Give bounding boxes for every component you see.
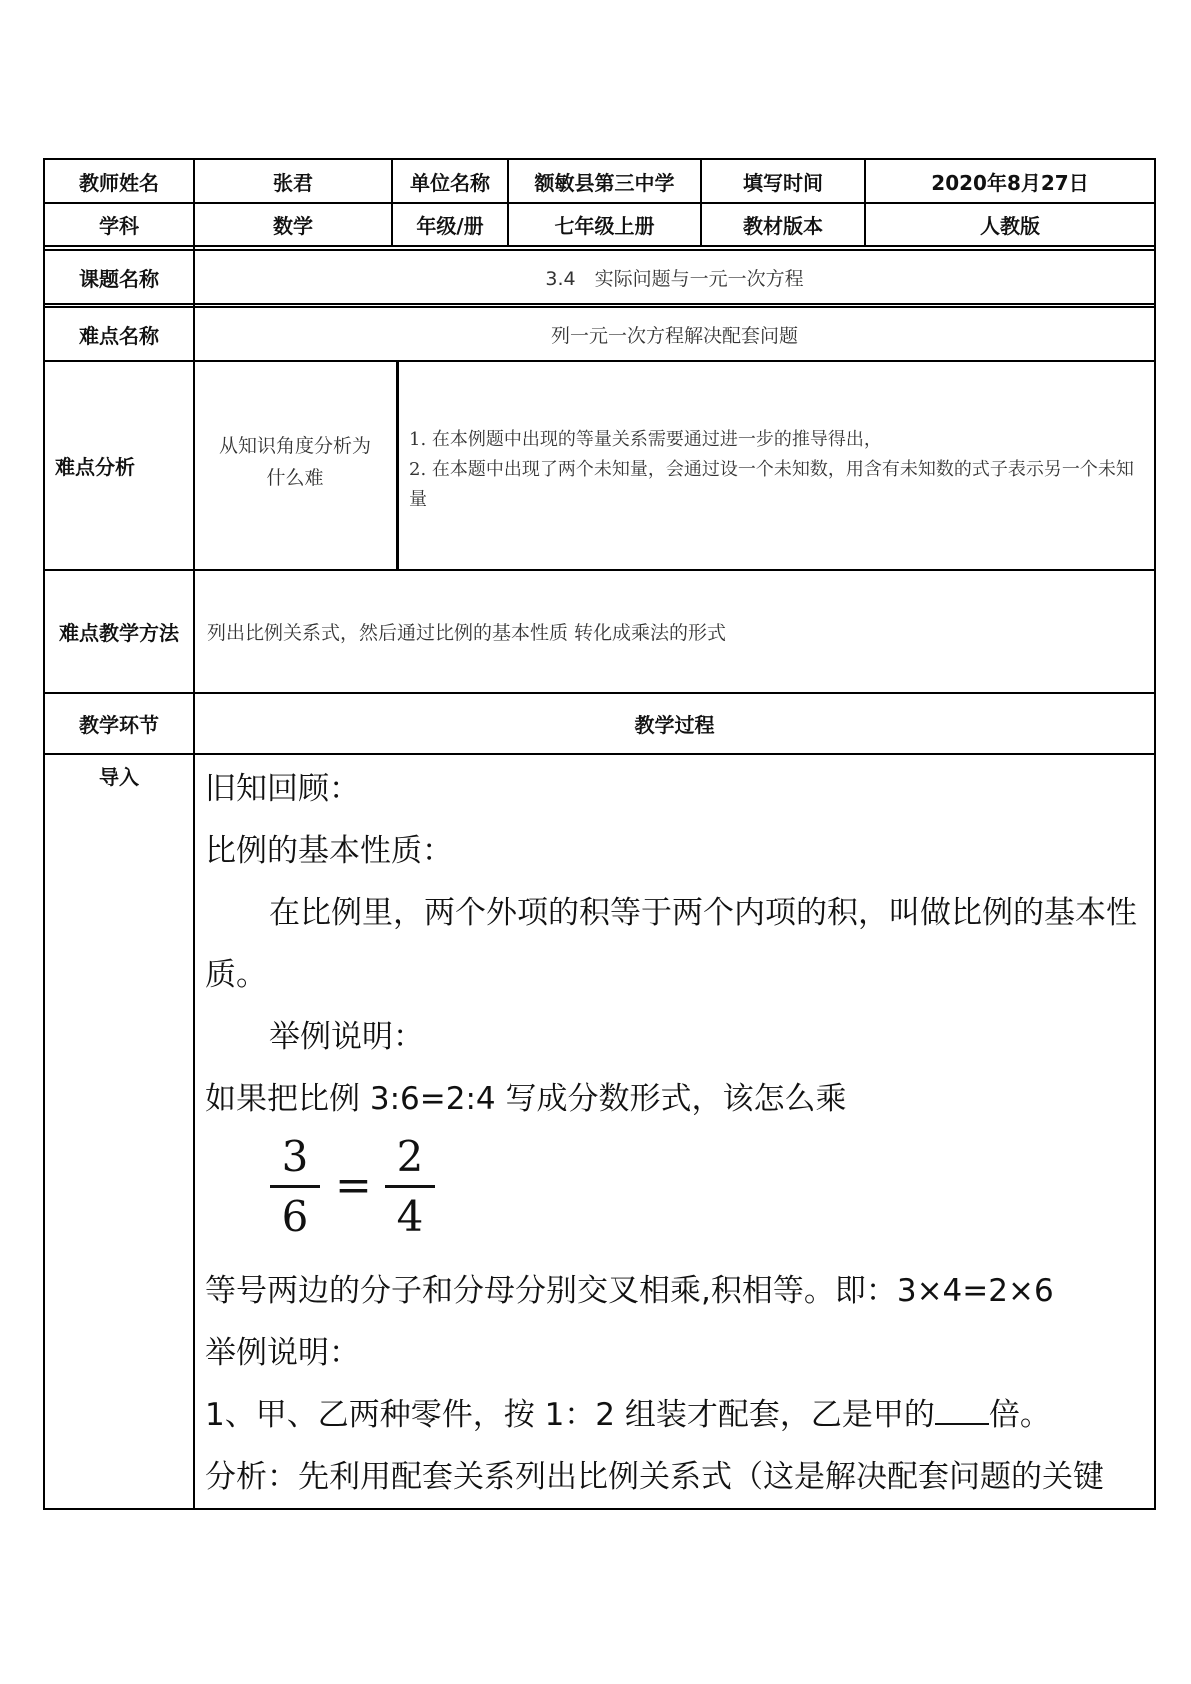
subject-value: 数学 — [273, 214, 313, 238]
intro-line-1: 旧知回顾： — [205, 771, 360, 807]
fraction-right-numerator: 2 — [396, 1132, 424, 1181]
teacher-name-value: 张君 — [273, 170, 313, 195]
difficulty-label: 难点名称 — [79, 323, 159, 348]
intro-line-7: 举例说明： — [205, 1335, 360, 1371]
fraction-left-numerator: 3 — [281, 1132, 309, 1181]
fraction-left-denominator: 6 — [281, 1192, 309, 1241]
answer-blank — [935, 1397, 989, 1425]
intro-line-3: 在比例里，两个外项的积等于两个内项的积，叫做比例的基本性质。 — [205, 895, 1137, 993]
intro-line-2: 比例的基本性质： — [205, 833, 453, 869]
process-header-value: 教学过程 — [634, 713, 715, 737]
fill-date-label: 填写时间 — [743, 170, 823, 195]
analysis-label: 难点分析 — [55, 455, 135, 479]
fill-date-value: 2020年8月27日 — [931, 170, 1089, 195]
process-stage-label: 教学环节 — [79, 713, 159, 737]
equals-sign: = — [335, 1160, 372, 1211]
intro-label: 导入 — [99, 764, 139, 789]
intro-line-5: 如果把比例 3:6=2:4 写成分数形式，该怎么乘 — [205, 1081, 847, 1117]
teacher-name-label: 教师姓名 — [79, 170, 159, 195]
analysis-point-2: 2. 在本题中出现了两个未知量，会通过设一个未知数，用含有未知数的式子表示另一个未知量 — [409, 459, 1134, 510]
analysis-points — [409, 425, 1147, 515]
intro-line-8-text: 1、甲、乙两种零件，按 1：2 组装才配套，乙是甲的 — [205, 1397, 935, 1433]
topic-value: 3.4 实际问题与一元一次方程 — [545, 267, 804, 290]
intro-line-4: 举例说明： — [269, 1019, 424, 1055]
intro-line-8-suffix: 倍。 — [988, 1397, 1051, 1433]
subject-label: 学科 — [99, 214, 139, 238]
unit-name-value: 额敏县第三中学 — [534, 170, 675, 195]
intro-line-9: 分析：先利用配套关系列出比例关系式（这是解决配套问题的关键 — [205, 1459, 1104, 1495]
analysis-sub-label: 从知识角度分析为什么难 — [218, 435, 371, 489]
method-label: 难点教学方法 — [59, 621, 179, 645]
edition-label: 教材版本 — [743, 214, 823, 238]
unit-name-label: 单位名称 — [410, 170, 490, 195]
grade-label: 年级/册 — [416, 214, 484, 238]
fraction-left — [270, 1132, 320, 1241]
fraction-right-denominator: 4 — [396, 1192, 424, 1241]
edition-value: 人教版 — [980, 214, 1040, 238]
fraction-bar — [270, 1185, 320, 1188]
difficulty-value: 列一元一次方程解决配套问题 — [550, 324, 798, 347]
analysis-point-1: 1. 在本例题中出现的等量关系需要通过进一步的推导得出， — [409, 429, 882, 450]
method-value: 列出比例关系式，然后通过比例的基本性质 转化成乘法的形式 — [207, 622, 727, 644]
intro-line-8 — [205, 1384, 1140, 1446]
grade-value: 七年级上册 — [554, 214, 655, 238]
topic-label: 课题名称 — [79, 266, 159, 291]
fraction-bar — [385, 1185, 435, 1188]
intro-line-6: 等号两边的分子和分母分别交叉相乘,积相等。即：3×4=2×6 — [205, 1273, 1054, 1309]
fraction-right — [385, 1132, 435, 1241]
